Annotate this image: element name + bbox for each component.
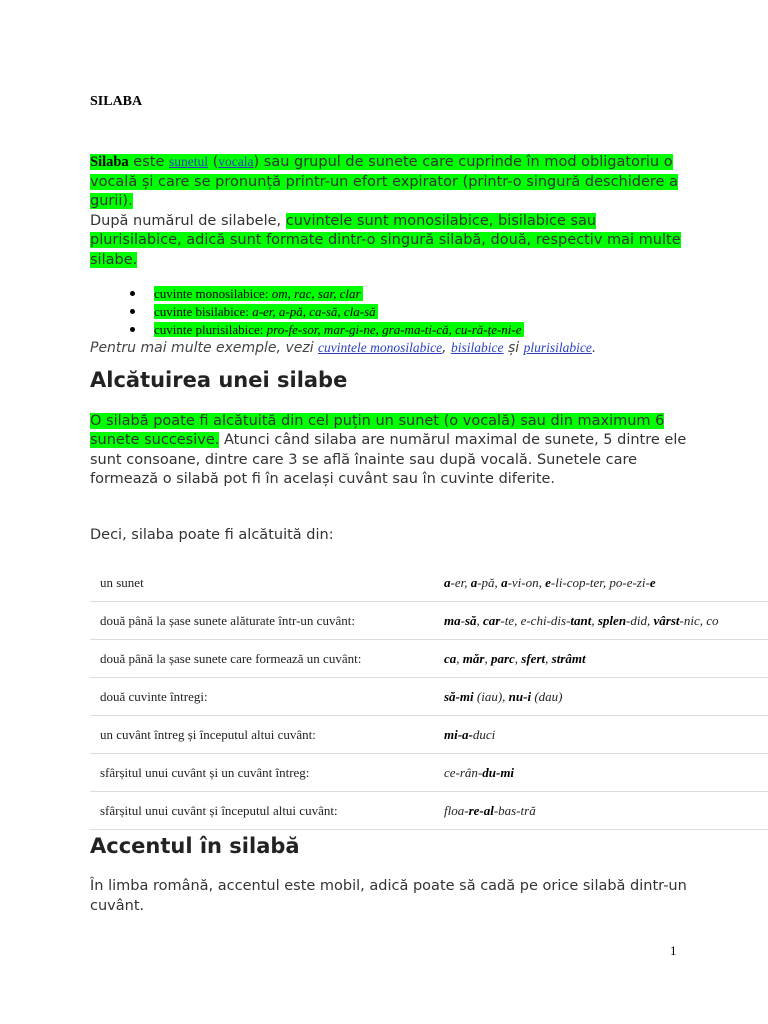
alcatuire-highlight: O silabă poate fi alcătuită din cel puțin un sunet (o vocală) sau din maximum 6 sunete succesive. [90, 413, 665, 449]
example-segment: -li-cop-ter, po-e-zi- [550, 574, 650, 590]
example-bold-segment: a [444, 574, 451, 590]
intro-sentence2-plain: După numărul de silabele, [90, 212, 286, 229]
example-bold-segment: splen [597, 612, 627, 628]
example-words: a-er, a-pă, ca-să, cla-să [252, 304, 376, 319]
example-bold-segment: să [464, 612, 477, 628]
example-segment: - [460, 612, 465, 628]
example-bold-segment: tant [570, 612, 592, 628]
example-segment: duci [472, 726, 496, 742]
link-bisilabice[interactable]: bisilabice [451, 340, 504, 355]
examples-list [130, 286, 524, 340]
more-sep1: , [442, 340, 452, 356]
table-cell-examples [434, 564, 768, 602]
table-cell-description: două până la șase sunete alăturate într-un cuvânt: [90, 602, 434, 640]
example-bold-segment: re-al [468, 802, 494, 818]
example-bold-segment: parc [490, 650, 515, 666]
example-bold-segment: vârst [653, 612, 680, 628]
table-cell-examples [434, 754, 768, 792]
alcatuire-paragraph [90, 412, 690, 489]
more-prefix: Pentru mai multe exemple, vezi [90, 340, 319, 356]
example-bold-segment: nu-i [508, 688, 532, 704]
link-plurisilabice[interactable]: plurisilabice [523, 340, 592, 355]
table-cell-description: un cuvânt întreg și începutul altui cuvânt: [90, 716, 434, 754]
example-segment: , [456, 650, 463, 666]
link-sunetul[interactable]: sunetul [169, 154, 208, 169]
more-examples-line [90, 340, 596, 356]
example-bold-segment: e [545, 574, 551, 590]
syllable-table [90, 564, 768, 830]
example-label: cuvinte monosilabice: [154, 286, 272, 301]
alcatuire-rest: Atunci când silaba are numărul maximal de sunete, 5 dintre ele sunt consoane, dintre care 3 se află înainte sau după vocală. Sunetele care formează o silabă pot fi în același cuvânt sau în cuvinte diferite. [90, 432, 687, 487]
example-segment: -pă, [477, 574, 502, 590]
example-bold-segment: ma [444, 612, 461, 628]
accent-paragraph: În limba română, accentul este mobil, adică poate să cadă pe orice silabă dintr-un cuvânt. [90, 878, 687, 914]
intro-sentence2-highlight: cuvintele sunt monosilabice, bisilabice sau plurisilabice, adică sunt formate dintr-o singură silabă, două, respectiv mai multe silabe. [90, 212, 681, 268]
example-words: om, rac, sar, clar [271, 286, 361, 301]
example-bold-segment: a [501, 574, 508, 590]
list-item [130, 304, 524, 322]
table-cell-description: sfârșitul unui cuvânt și începutul altui cuvânt: [90, 792, 434, 830]
table-cell-description: două până la șase sunete care formează un cuvânt: [90, 640, 434, 678]
table-row [90, 716, 768, 754]
section-heading-accent: Accentul în silabă [90, 834, 300, 858]
example-segment: , [484, 650, 491, 666]
example-bold-segment: ca [444, 650, 457, 666]
example-segment: -te, e-chi-dis- [500, 612, 571, 628]
example-segment: , [591, 612, 598, 628]
example-segment: ce-rân- [444, 764, 483, 780]
example-segment: (iau), [473, 688, 509, 704]
example-label: cuvinte plurisilabice: [154, 322, 267, 337]
example-bold-segment: du-mi [482, 764, 515, 780]
example-bold-segment: sfert [521, 650, 546, 666]
section-heading-alcatuire: Alcătuirea unei silabe [90, 368, 348, 392]
example-bold-segment: măr [462, 650, 485, 666]
example-segment: -bas-tră [493, 802, 536, 818]
example-bold-segment: strâmt [551, 650, 586, 666]
more-sep2: și [503, 340, 524, 356]
intro-is: este [128, 154, 169, 170]
example-bold-segment: a [470, 574, 478, 590]
example-segment: floa- [444, 802, 469, 818]
list-item [130, 322, 524, 340]
table-row [90, 602, 768, 640]
table-row [90, 792, 768, 830]
example-bold-segment: mi-a- [444, 726, 473, 742]
example-segment: , [514, 650, 522, 666]
intro-open-paren: ( [208, 154, 219, 170]
table-cell-examples [434, 602, 768, 640]
table-cell-description: sfârșitul unui cuvânt și un cuvânt întreg: [90, 754, 434, 792]
example-bold-segment: e [649, 574, 656, 590]
link-vocala[interactable]: vocala [218, 154, 254, 169]
list-item [130, 286, 524, 304]
deci-line: Deci, silaba poate fi alcătuită din: [90, 527, 334, 543]
example-bold-segment: să-mi [444, 688, 474, 704]
intro-rest: ) sau grupul de sunete care cuprinde în mod obligatoriu o vocală și care se pronunță printr-un efort expirator (printr-o singură deschidere a gurii). [90, 154, 678, 209]
table-cell-description: două cuvinte întregi: [90, 678, 434, 716]
table-cell-description: un sunet [90, 564, 434, 602]
example-words: pro-fe-sor, mar-gi-ne, gra-ma-ti-că, cu-ră-țe-ni-e [266, 322, 522, 337]
example-label: cuvinte bisilabice: [154, 304, 253, 319]
table-row [90, 678, 768, 716]
table-row [90, 754, 768, 792]
bullet-icon [130, 327, 135, 332]
page-number: 1 [670, 943, 677, 958]
table-row [90, 564, 768, 602]
example-segment: -er, [450, 574, 471, 590]
example-segment: -did, [626, 612, 654, 628]
bullet-icon [130, 291, 135, 296]
more-end: . [591, 340, 597, 356]
example-segment: (dau) [531, 688, 563, 704]
example-segment: -nic, co [679, 612, 719, 628]
intro-paragraph [90, 152, 690, 270]
table-cell-examples [434, 792, 768, 830]
example-bold-segment: car [483, 612, 501, 628]
document-title: SILABA [90, 94, 143, 109]
example-segment: , [476, 612, 484, 628]
table-cell-examples [434, 678, 768, 716]
bullet-icon [130, 309, 135, 314]
table-cell-examples [434, 640, 768, 678]
link-monosilabice[interactable]: cuvintele monosilabice [318, 340, 443, 355]
example-segment: -vi-on, [507, 574, 546, 590]
table-cell-examples [434, 716, 768, 754]
term-silaba: Silaba [90, 154, 129, 170]
table-row [90, 640, 768, 678]
example-segment: , [545, 650, 552, 666]
